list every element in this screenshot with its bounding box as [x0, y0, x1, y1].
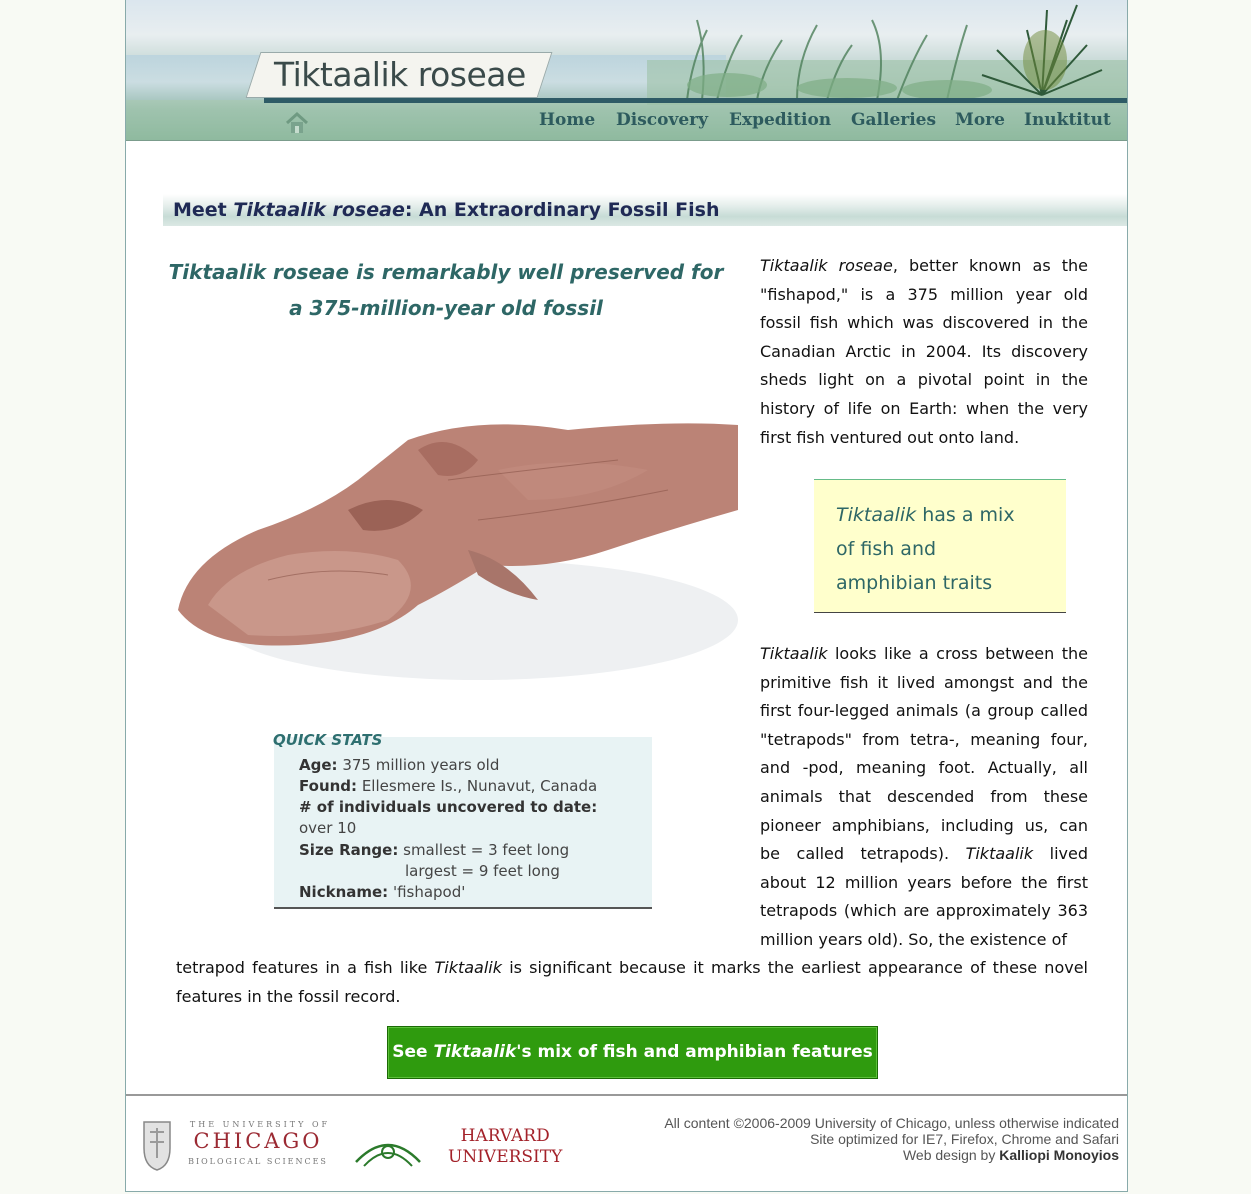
stat-age: Age: 375 million years old [299, 756, 500, 774]
harvard-university-logo[interactable] [448, 1126, 562, 1168]
quick-stats-box [274, 737, 652, 909]
header-divider [264, 98, 1127, 103]
image-subheading: Tiktaalik roseae is remarkably well preserved for a 375-million-year old fossil [168, 260, 724, 320]
stat-size-range: Size Range: smallest = 3 feet long [299, 841, 570, 859]
university-of-chicago-logo[interactable] [142, 1118, 342, 1174]
nav-expedition[interactable]: Expedition [729, 110, 832, 130]
site-title: Tiktaalik roseae [274, 55, 526, 94]
body-paragraph-continued: tetrapod features in a fish like Tiktaalik is significant because it marks the earliest appearance of these novel features in the fossil record. [176, 958, 1088, 1006]
intro-paragraph: Tiktaalik roseae, better known as the "fishapod," is a 375 million year old fossil fish which was discovered in the Canadian Arctic in 2004. Its discovery sheds light on a pivotal point in the history of life on Earth: when the very first fish ventured out onto land. [760, 256, 1089, 447]
uc-logo-sub-text: BIOLOGICAL SCIENCES [188, 1157, 328, 1166]
heading-band [163, 194, 1127, 226]
uc-logo-main-text: CHICAGO [193, 1129, 323, 1153]
nav-galleries[interactable]: Galleries [851, 110, 937, 130]
fossil-photo [148, 360, 738, 730]
callout-box [814, 479, 1066, 613]
nav-home[interactable]: Home [539, 110, 596, 130]
stat-nickname: Nickname: 'fishapod' [299, 883, 466, 901]
main-nav [126, 110, 1127, 134]
stat-individuals-label: # of individuals uncovered to date: [299, 798, 598, 816]
page [125, 0, 1128, 1192]
site-header [126, 0, 1127, 141]
design-credit: Web design by Kalliopi Monoyios [902, 1147, 1119, 1163]
academy-of-natural-sciences-logo[interactable] [352, 1126, 424, 1170]
page-title: Meet Tiktaalik roseae: An Extraordinary Fossil Fish [173, 199, 720, 221]
uc-logo-top-text: THE UNIVERSITY OF [189, 1120, 331, 1129]
vegetation-illustration [647, 0, 1127, 105]
nav-more[interactable]: More [955, 110, 1005, 130]
stat-individuals-value: over 10 [299, 819, 357, 837]
copyright-text: All content ©2006-2009 University of Chicago, unless otherwise indicated [664, 1115, 1119, 1131]
nav-inuktitut[interactable]: Inuktitut [1024, 110, 1111, 130]
harvard-logo-line2: UNIVERSITY [448, 1147, 563, 1167]
footer-credits [664, 1115, 1119, 1163]
body-paragraph: Tiktaalik looks like a cross between the primitive fish it lived amongst and the first four-legged animals (a group called "tetrapods" from tetra-, meaning four, and -pod, meaning foot. Actually, all animals that descended from these pioneer amphibians, including us, can be called tetrapods). Tiktaalik lived about 12 million years before the first tetrapods (which are approximately 363 million years old). So, the existence of [760, 644, 1088, 949]
callout-text: Tiktaalik has a mix of fish and amphibian traits [836, 504, 1015, 594]
nav-discovery[interactable]: Discovery [616, 110, 708, 130]
quick-stats-title: QUICK STATS [273, 731, 383, 749]
stat-size-largest: largest = 9 feet long [405, 862, 560, 880]
stat-found: Found: Ellesmere Is., Nunavut, Canada [299, 777, 598, 795]
browser-note: Site optimized for IE7, Firefox, Chrome and Safari [810, 1131, 1119, 1147]
see-features-button[interactable]: See Tiktaalik's mix of fish and amphibian features [387, 1026, 878, 1079]
footer-divider [126, 1094, 1127, 1096]
harvard-logo-line1: HARVARD [460, 1126, 550, 1146]
